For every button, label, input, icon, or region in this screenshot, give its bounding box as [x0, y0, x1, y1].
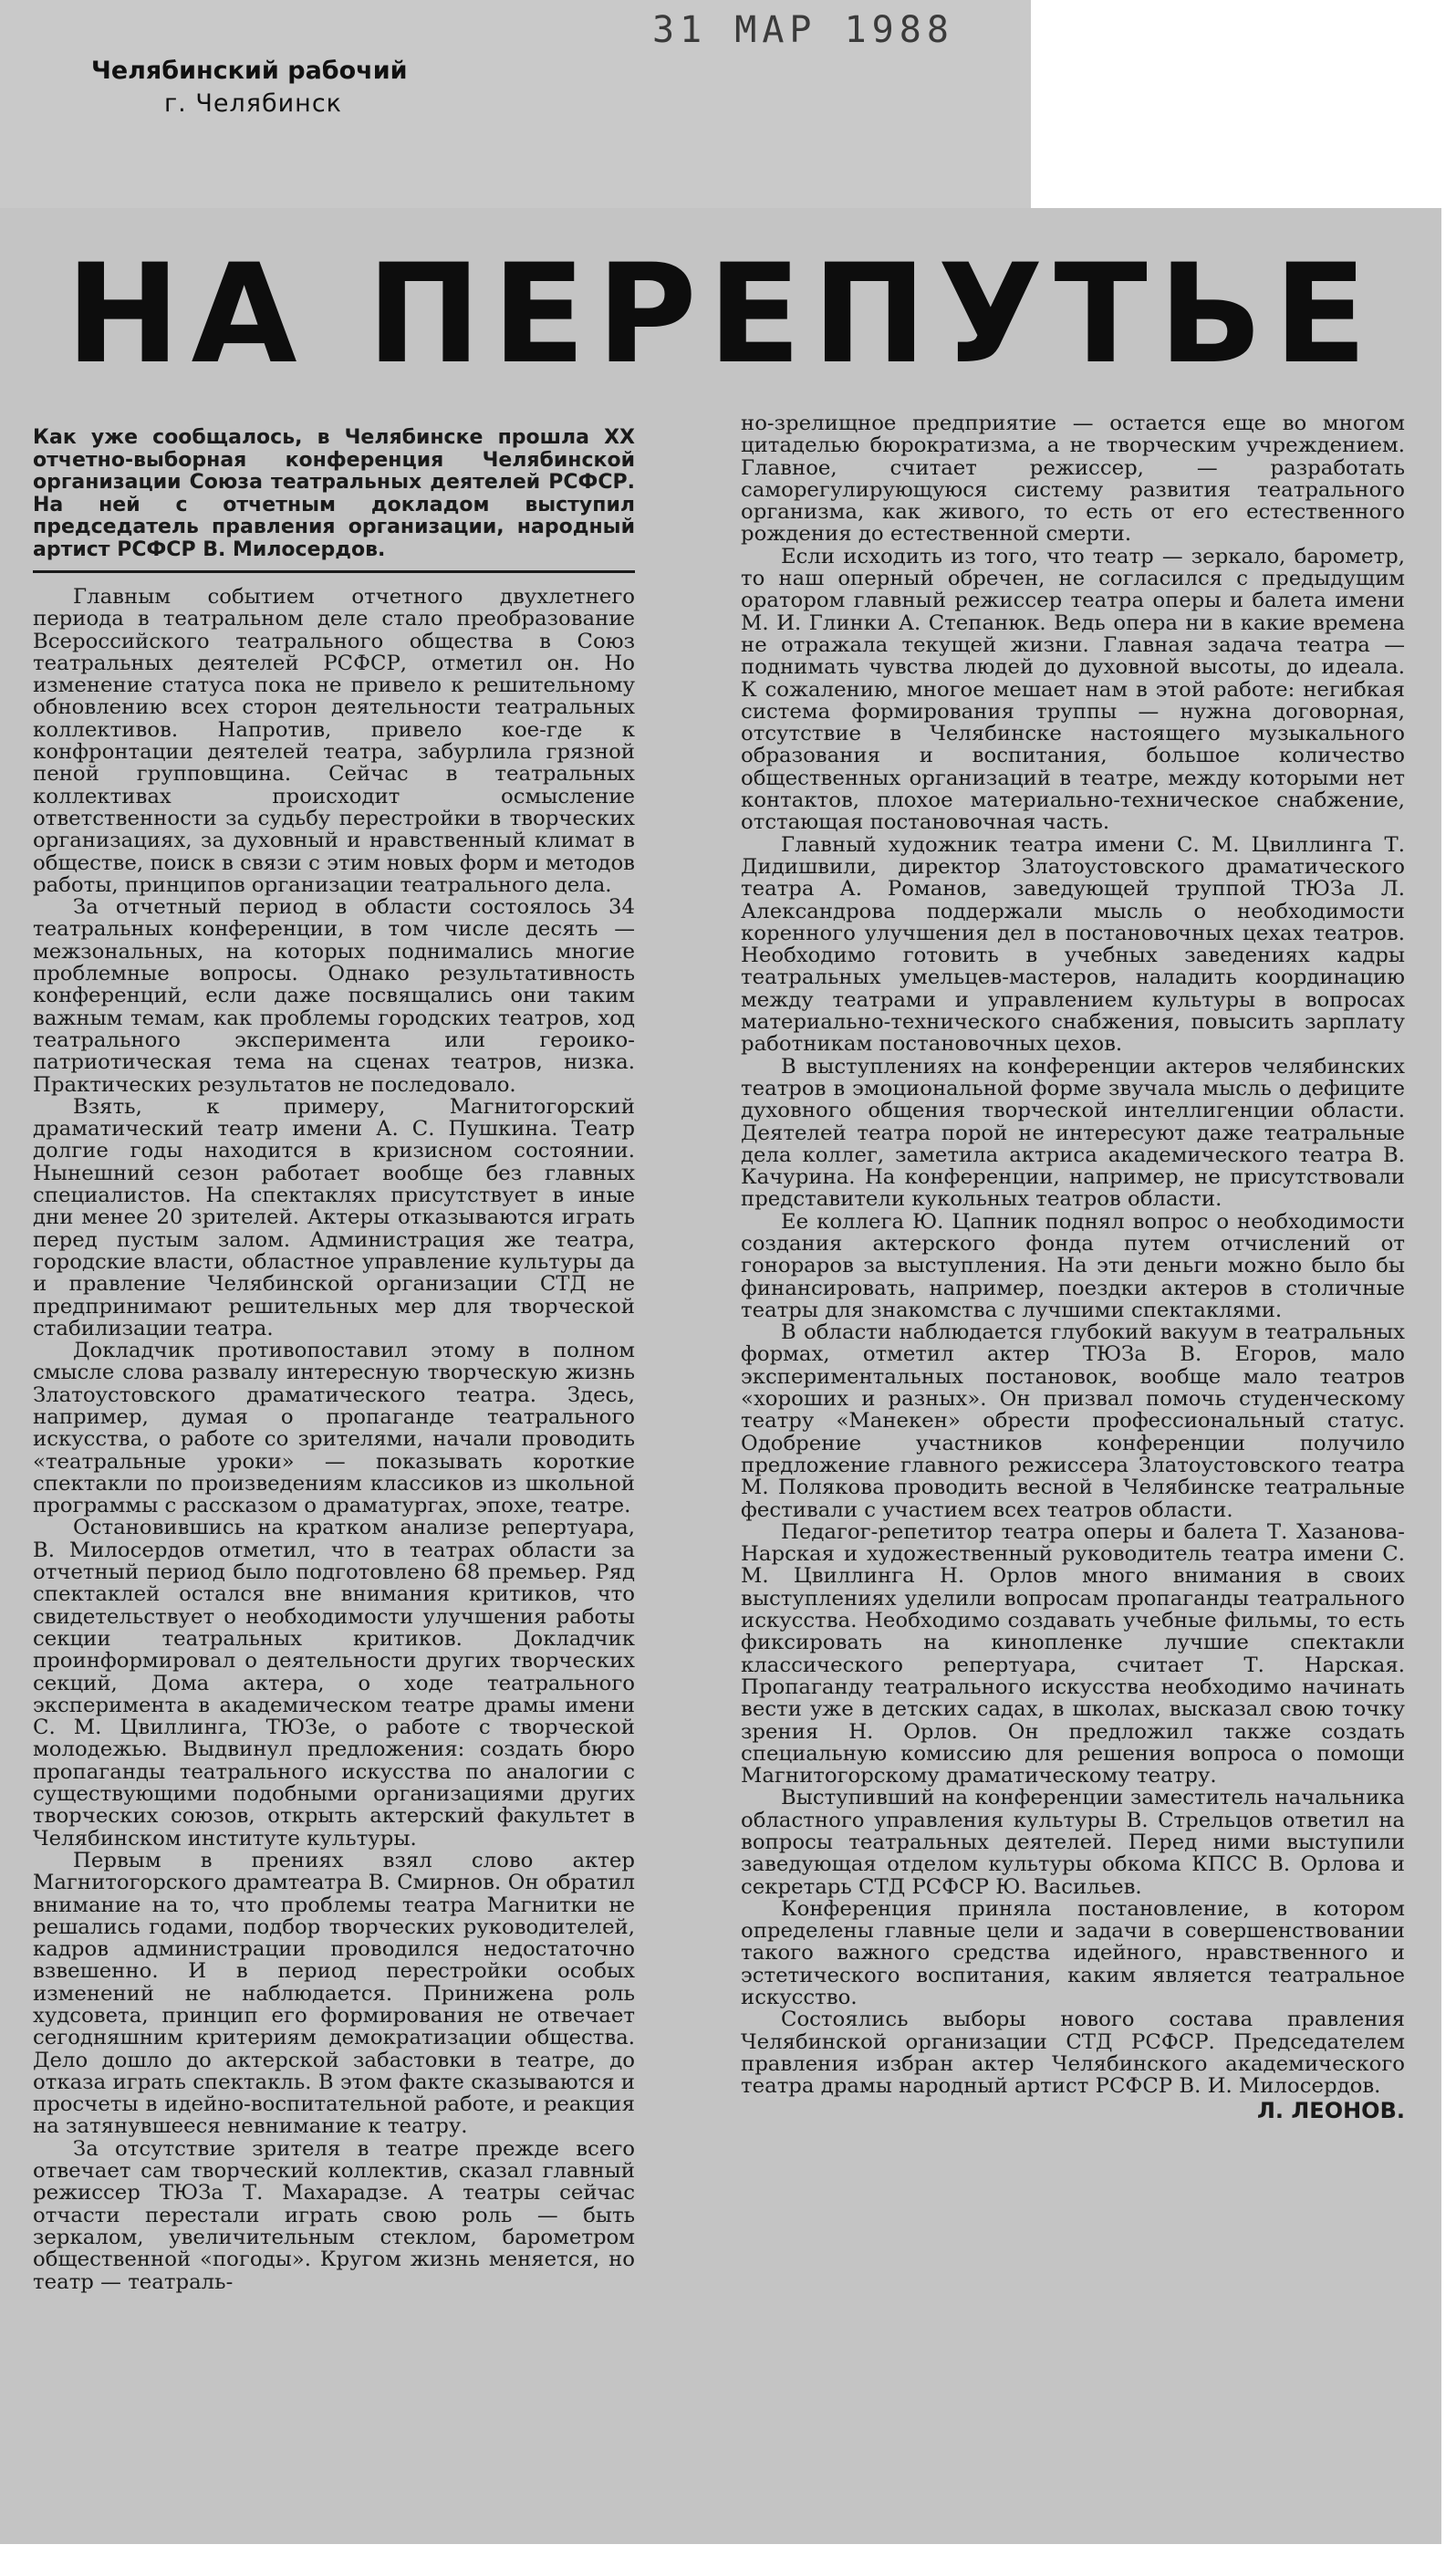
paragraph: Остановившись на кратком анализе репертуара, В. Милосердов отметил, что в театрах области за отчетный период было подготовлено 68 премьер. Ряд спектаклей остался вне внимания критиков, что свидетельствует о необходимости улучшения работы секции театральных критиков. Докладчик проинформировал о деятельности других творческих секций, Дома актера, о ходе театрального эксперимента в академическом театре драмы имени С. М. Цвиллинга, ТЮЗе, о работе с творческой молодежью. Выдвинул предложения: создать бюро пропаганды театрального искусства по аналогии с существующими подобными организациями других творческих союзов, открыть актерский факультет в Челябинском институте культуры.	[33, 1516, 635, 1851]
newspaper-masthead	[91, 55, 474, 120]
paragraph: За отсутствие зрителя в театре прежде всего отвечает сам творческий коллектив, сказал главный режиссер ТЮЗа Т. Махарадзе. А театры сейчас отчасти перестали играть свою роль — быть зеркалом, увеличительным стеклом, барометром общественной «погоды». Кругом жизнь меняется, но театр — театраль-	[33, 2136, 635, 2294]
paragraph: Докладчик противопоставил этому в полном смысле слова развалу интересную творческую жизнь Златоустовского драматического театра. Здесь, например, думая о пропаганде театрального искусства, о работе со зрителями, начали проводить «театральные уроки» — показывать короткие спектакли по произведениям классиков из школьной программы с рассказом о драматургах, эпохе, театре.	[33, 1339, 635, 1518]
paragraph: Выступивший на конференции заместитель начальника областного управления культуры В. Стрельцов ответил на вопросы театральных деятелей. Перед ними выступили заведующая отделом культуры обкома КПСС В. Орлова и секретарь СТД РСФСР Ю. Васильев.	[741, 1786, 1405, 1899]
article-lead: Как уже сообщалось, в Челябинске прошла XX отчетно-выборная конференция Челябинской организации Союза театральных деятелей РСФСР. На ней с отчетным докладом выступил председатель правления организации, народный артист РСФСР В. Милосердов.	[33, 427, 635, 573]
newspaper-city: г. Челябинск	[164, 89, 342, 118]
paragraph: Взять, к примеру, Магнитогорский драматический театр имени А. С. Пушкина. Театр долгие годы находится в кризисном состоянии. Нынешний сезон работает вообще без главных специалистов. На спектаклях присутствует в иные дни менее 20 зрителей. Актеры отказываются играть перед пустым залом. Администрация же театра, городские власти, областное управление культуры да и правление Челябинской организации СТД не предпринимают решительных мер для творческой стабилизации театра.	[33, 1094, 635, 1340]
paragraph: но-зрелищное предприятие — остается еще во многом цитаделью бюрократизма, а не творческим учреждением. Главное, считает режиссер, — разработать саморегулирующуюся систему развития театрального организма, как живого, то есть от его естественного рождения до естественной смерти.	[741, 412, 1405, 547]
paragraph: Состоялись выборы нового состава правления Челябинской организации СТД РСФСР. Председателем правления избран актер Челябинского академического театра драмы народный артист РСФСР В. И. Милосердов.	[741, 2008, 1405, 2099]
paragraph: Конференция приняла постановление, в котором определены главные цели и задачи в совершенствовании такого важного средства идейного, нравственного и эстетического воспитания, каким является театральное искусство.	[741, 1896, 1405, 2010]
paragraph: В выступлениях на конференции актеров челябинских театров в эмоциональной форме звучала мысль о дефиците духовного общения творческой интеллигенции области. Деятелей театра порой не интересуют даже театральные дела коллег, заметила актриса академического театра В. Качурина. На конференции, например, не присутствовали представители кукольных театров области.	[741, 1054, 1405, 1212]
paragraph: Если исходить из того, что театр — зеркало, барометр, то наш оперный обречен, не согласился с предыдущим оратором главный режиссер театра оперы и балета имени М. И. Глинки А. Степанюк. Ведь опера ни в какие времена не отражала текущей жизни. Главная задача театра — поднимать чувства людей до духовной высоты, до идеала. К сожалению, многое мешает нам в этой работе: негибкая система формирования труппы — нужна договорная, отсутствие в Челябинске настоящего музыкального образования и воспитания, большое количество общественных организаций в театре, между которыми нет контактов, плохое материально-техническое снабжение, отстающая постановочная часть.	[741, 544, 1405, 835]
newspaper-name: Челябинский рабочий	[91, 57, 408, 85]
article-headline: НА ПЕРЕПУТЬЕ	[66, 235, 1378, 394]
paragraph: Ее коллега Ю. Цапник поднял вопрос о необходимости создания актерского фонда путем отчислений от гонораров за выступления. На эти деньги можно было бы финансировать, например, поездки актеров в столичные театры для знакомства с лучшими спектаклями.	[741, 1209, 1405, 1322]
paragraph: Первым в прениях взял слово актер Магнитогорского драмтеатра В. Смирнов. Он обратил внимание на то, что проблемы театра Магнитки не решались годами, подбор творческих руководителей, кадров администрации проводился недостаточно взвешенно. И в период перестройки особых изменений не наблюдается. Принижена роль худсовета, принцип его формирования не отвечает сегодняшним критериям демократизации общества. Дело дошло до актерской забастовки в театре, до отказа играть спектакль. В этом факте сказываются и просчеты в идейно-воспитательной работе, и реакция на затянувшееся невнимание к театру.	[33, 1848, 635, 2139]
paragraph: Педагог-репетитор театра оперы и балета Т. Хазанова-Нарская и художественный руководитель театра имени С. М. Цвиллинга Н. Орлов много внимания в своих выступлениях уделили вопросам пропаганды театрального искусства. Необходимо создавать учебные фильмы, то есть фиксировать на кинопленке лучшие спектакли классического репертуара, считает Т. Нарская. Пропаганду театрального искусства необходимо начинать вести уже в детских садах, в школах, высказал свою точку зрения Н. Орлов. Он предложил также создать специальную комиссию для решения вопроса о помощи Магнитогорскому драматическому театру.	[741, 1519, 1405, 1788]
author-signature: Л. ЛЕОНОВ.	[1256, 2097, 1405, 2123]
date-stamp: 31 МАР 1988	[652, 9, 954, 51]
article-column-left	[33, 427, 635, 2544]
paragraph: За отчетный период в области состоялось 34 театральных конференции, в том числе десять — межзональных, на которых поднимались многие проблемные вопросы. Однако результативность конференций, если даже посвящались они таким важным темам, как проблемы городских театров, ход театрального эксперимента или героико-патриотическая тема на сценах театров, низка. Практических результатов не последовало.	[33, 895, 635, 1097]
paragraph: В области наблюдается глубокий вакуум в театральных формах, отметил актер ТЮЗа В. Егоров, мало экспериментальных постановок, вообще мало театров «хороших и разных». Он призвал помочь студенческому театру «Манекен» обрести профессиональный статус. Одобрение участников конференции получило предложение главного режиссера Златоустовского театра М. Полякова проводить весной в Челябинске театральные фестивали с участием всех театров области.	[741, 1320, 1405, 1522]
article-column-right	[741, 412, 1405, 2511]
paragraph: Главный художник театра имени С. М. Цвиллинга Т. Дидишвили, директор Златоустовского драматического театра А. Романов, заведующей труппой ТЮЗа Л. Александрова поддержали мысль о необходимости коренного улучшения дел в постановочных цехах театров. Необходимо готовить в учебных заведениях кадры театральных умельцев-мастеров, наладить координацию между театрами и управлением культуры в вопросах материально-технического снабжения, повысить зарплату работникам постановочных цехов.	[741, 832, 1405, 1057]
paragraph: Главным событием отчетного двухлетнего периода в театральном деле стало преобразование Всероссийского театрального общества в Союз театральных деятелей РСФСР, отметил он. Но изменение статуса пока не привело к решительному обновлению всех сторон деятельности театральных коллективов. Напротив, привело кое-где к конфронтации деятелей театра, забурлила грязной пеной групповщина. Сейчас в театральных коллективах происходит осмысление ответственности за судьбу перестройки в творческих организациях, за духовный и нравственный климат в обществе, поиск в связи с этим новых форм и методов работы, принципов организации театрального дела.	[33, 585, 635, 897]
